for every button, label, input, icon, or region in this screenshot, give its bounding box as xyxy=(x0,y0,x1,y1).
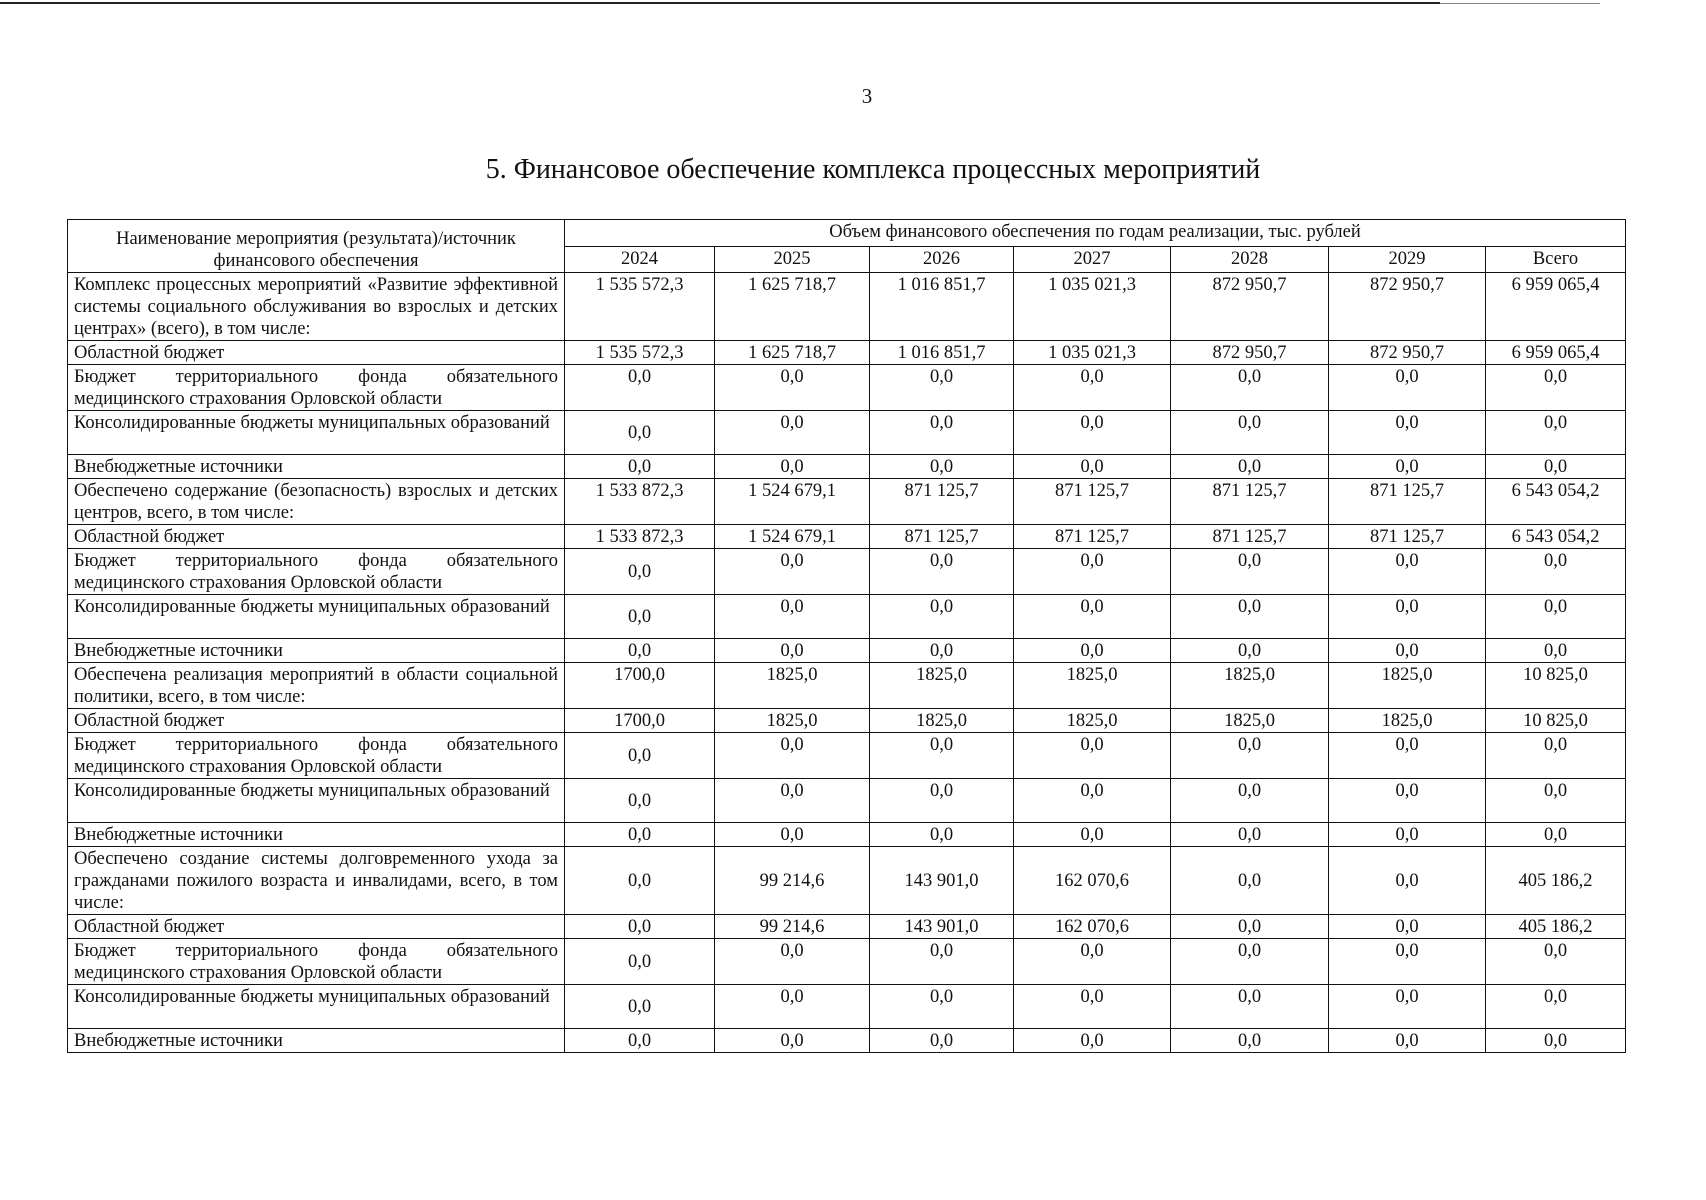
row-total-value: 0,0 xyxy=(1486,779,1626,823)
table-body xyxy=(68,273,1626,1053)
row-year-value: 0,0 xyxy=(565,847,715,915)
row-year-value: 0,0 xyxy=(1014,549,1171,595)
row-year-value: 0,0 xyxy=(1014,733,1171,779)
row-total-value: 0,0 xyxy=(1486,595,1626,639)
table-row xyxy=(68,663,1626,709)
row-year-value: 872 950,7 xyxy=(1329,341,1486,365)
row-year-value: 0,0 xyxy=(565,779,715,823)
row-year-value: 0,0 xyxy=(1171,779,1329,823)
row-total-value: 405 186,2 xyxy=(1486,847,1626,915)
row-total-value: 6 543 054,2 xyxy=(1486,479,1626,525)
row-year-value: 1 035 021,3 xyxy=(1014,341,1171,365)
row-year-value: 0,0 xyxy=(1014,411,1171,455)
row-total-value: 6 543 054,2 xyxy=(1486,525,1626,549)
row-year-value: 872 950,7 xyxy=(1171,273,1329,341)
row-year-value: 0,0 xyxy=(1329,639,1486,663)
row-year-value: 0,0 xyxy=(1171,915,1329,939)
table-row xyxy=(68,709,1626,733)
row-year-value: 0,0 xyxy=(870,985,1014,1029)
row-year-value: 0,0 xyxy=(1329,847,1486,915)
row-year-value: 872 950,7 xyxy=(1171,341,1329,365)
table-row xyxy=(68,733,1626,779)
row-year-value: 0,0 xyxy=(715,595,870,639)
row-total-value: 0,0 xyxy=(1486,939,1626,985)
row-year-value: 1825,0 xyxy=(715,709,870,733)
header-name-column: Наименование мероприятия (результата)/источник финансового обеспечения xyxy=(68,220,565,273)
header-year-2025: 2025 xyxy=(715,246,870,273)
row-year-value: 0,0 xyxy=(565,549,715,595)
row-year-value: 0,0 xyxy=(565,365,715,411)
row-year-value: 99 214,6 xyxy=(715,847,870,915)
table-row xyxy=(68,1029,1626,1053)
row-year-value: 0,0 xyxy=(1329,915,1486,939)
row-year-value: 0,0 xyxy=(870,733,1014,779)
row-year-value: 0,0 xyxy=(1014,779,1171,823)
row-year-value: 1825,0 xyxy=(870,663,1014,709)
row-year-value: 162 070,6 xyxy=(1014,915,1171,939)
table-row xyxy=(68,595,1626,639)
table-row xyxy=(68,915,1626,939)
row-label: Областной бюджет xyxy=(68,525,565,549)
row-year-value: 0,0 xyxy=(1329,779,1486,823)
row-year-value: 1825,0 xyxy=(1329,709,1486,733)
row-total-value: 6 959 065,4 xyxy=(1486,341,1626,365)
row-year-value: 0,0 xyxy=(1014,939,1171,985)
row-year-value: 0,0 xyxy=(715,733,870,779)
row-year-value: 0,0 xyxy=(715,639,870,663)
row-total-value: 10 825,0 xyxy=(1486,709,1626,733)
row-year-value: 0,0 xyxy=(870,639,1014,663)
row-total-value: 0,0 xyxy=(1486,365,1626,411)
row-total-value: 0,0 xyxy=(1486,1029,1626,1053)
row-year-value: 0,0 xyxy=(715,985,870,1029)
row-year-value: 1 535 572,3 xyxy=(565,341,715,365)
row-label: Консолидированные бюджеты муниципальных образований xyxy=(68,595,565,639)
row-year-value: 872 950,7 xyxy=(1329,273,1486,341)
header-year-2028: 2028 xyxy=(1171,246,1329,273)
row-year-value: 0,0 xyxy=(1014,639,1171,663)
row-year-value: 0,0 xyxy=(1329,733,1486,779)
row-year-value: 0,0 xyxy=(715,455,870,479)
row-year-value: 0,0 xyxy=(1171,549,1329,595)
row-year-value: 0,0 xyxy=(1329,939,1486,985)
row-year-value: 871 125,7 xyxy=(870,479,1014,525)
row-year-value: 0,0 xyxy=(565,1029,715,1053)
row-label: Консолидированные бюджеты муниципальных образований xyxy=(68,411,565,455)
table-row xyxy=(68,411,1626,455)
header-year-2027: 2027 xyxy=(1014,246,1171,273)
row-year-value: 0,0 xyxy=(1171,939,1329,985)
row-year-value: 0,0 xyxy=(715,365,870,411)
header-year-2026: 2026 xyxy=(870,246,1014,273)
row-year-value: 1 625 718,7 xyxy=(715,341,870,365)
row-year-value: 1 625 718,7 xyxy=(715,273,870,341)
row-year-value: 0,0 xyxy=(1014,365,1171,411)
row-label: Внебюджетные источники xyxy=(68,1029,565,1053)
row-label: Внебюджетные источники xyxy=(68,455,565,479)
row-year-value: 143 901,0 xyxy=(870,915,1014,939)
row-year-value: 1 533 872,3 xyxy=(565,525,715,549)
table-row xyxy=(68,639,1626,663)
row-year-value: 0,0 xyxy=(1171,847,1329,915)
table-row xyxy=(68,479,1626,525)
row-year-value: 0,0 xyxy=(1014,823,1171,847)
header-year-2024: 2024 xyxy=(565,246,715,273)
row-total-value: 0,0 xyxy=(1486,549,1626,595)
row-year-value: 871 125,7 xyxy=(1171,479,1329,525)
row-year-value: 1825,0 xyxy=(1171,709,1329,733)
row-year-value: 0,0 xyxy=(715,1029,870,1053)
row-total-value: 0,0 xyxy=(1486,455,1626,479)
row-year-value: 0,0 xyxy=(715,549,870,595)
row-label: Бюджет территориального фонда обязательного медицинского страхования Орловской области xyxy=(68,939,565,985)
row-year-value: 0,0 xyxy=(1329,1029,1486,1053)
row-year-value: 0,0 xyxy=(1171,595,1329,639)
row-year-value: 0,0 xyxy=(1329,549,1486,595)
row-year-value: 0,0 xyxy=(715,823,870,847)
table-row xyxy=(68,823,1626,847)
page-title: 5. Финансовое обеспечение комплекса процессных мероприятий xyxy=(485,154,1261,185)
row-year-value: 0,0 xyxy=(715,411,870,455)
row-label: Областной бюджет xyxy=(68,915,565,939)
row-year-value: 0,0 xyxy=(565,985,715,1029)
row-year-value: 0,0 xyxy=(565,915,715,939)
row-year-value: 0,0 xyxy=(1171,1029,1329,1053)
row-year-value: 0,0 xyxy=(715,779,870,823)
row-year-value: 1 524 679,1 xyxy=(715,525,870,549)
page-number: 3 xyxy=(861,84,873,108)
row-year-value: 0,0 xyxy=(870,1029,1014,1053)
row-label: Бюджет территориального фонда обязательного медицинского страхования Орловской области xyxy=(68,365,565,411)
table-row xyxy=(68,549,1626,595)
row-label: Внебюджетные источники xyxy=(68,639,565,663)
row-year-value: 0,0 xyxy=(1171,639,1329,663)
top-border-line-tail xyxy=(1440,3,1600,4)
row-year-value: 0,0 xyxy=(1171,733,1329,779)
row-year-value: 1 016 851,7 xyxy=(870,273,1014,341)
row-year-value: 0,0 xyxy=(1014,985,1171,1029)
row-year-value: 871 125,7 xyxy=(1014,525,1171,549)
row-label: Обеспечено содержание (безопасность) взрослых и детских центров, всего, в том числе: xyxy=(68,479,565,525)
table-row xyxy=(68,779,1626,823)
row-year-value: 0,0 xyxy=(870,549,1014,595)
row-year-value: 1 535 572,3 xyxy=(565,273,715,341)
row-year-value: 1 035 021,3 xyxy=(1014,273,1171,341)
table-row xyxy=(68,939,1626,985)
row-total-value: 0,0 xyxy=(1486,639,1626,663)
row-year-value: 0,0 xyxy=(1171,365,1329,411)
row-year-value: 0,0 xyxy=(870,455,1014,479)
financing-table xyxy=(67,219,1626,1053)
row-label: Бюджет территориального фонда обязательного медицинского страхования Орловской области xyxy=(68,733,565,779)
row-label: Внебюджетные источники xyxy=(68,823,565,847)
table-row xyxy=(68,985,1626,1029)
row-label: Консолидированные бюджеты муниципальных образований xyxy=(68,985,565,1029)
table-row xyxy=(68,525,1626,549)
row-year-value: 0,0 xyxy=(1329,985,1486,1029)
row-year-value: 1825,0 xyxy=(1014,663,1171,709)
table-row xyxy=(68,341,1626,365)
row-year-value: 1825,0 xyxy=(1014,709,1171,733)
row-total-value: 6 959 065,4 xyxy=(1486,273,1626,341)
row-year-value: 0,0 xyxy=(870,939,1014,985)
row-label: Обеспечено создание системы долговременного ухода за гражданами пожилого возраста и инвалидами, всего, в том числе: xyxy=(68,847,565,915)
row-year-value: 0,0 xyxy=(1329,365,1486,411)
table-row xyxy=(68,847,1626,915)
row-total-value: 10 825,0 xyxy=(1486,663,1626,709)
row-label: Обеспечена реализация мероприятий в области социальной политики, всего, в том числе: xyxy=(68,663,565,709)
row-year-value: 0,0 xyxy=(1014,595,1171,639)
row-year-value: 1700,0 xyxy=(565,663,715,709)
row-year-value: 0,0 xyxy=(870,823,1014,847)
row-year-value: 0,0 xyxy=(1329,455,1486,479)
row-year-value: 0,0 xyxy=(565,411,715,455)
row-label: Бюджет территориального фонда обязательного медицинского страхования Орловской области xyxy=(68,549,565,595)
row-year-value: 0,0 xyxy=(565,639,715,663)
row-year-value: 1 524 679,1 xyxy=(715,479,870,525)
row-year-value: 0,0 xyxy=(1171,985,1329,1029)
row-year-value: 0,0 xyxy=(565,823,715,847)
table-header-row xyxy=(68,220,1626,247)
row-label: Областной бюджет xyxy=(68,341,565,365)
row-year-value: 871 125,7 xyxy=(1329,525,1486,549)
row-year-value: 162 070,6 xyxy=(1014,847,1171,915)
top-border-line xyxy=(0,2,1440,4)
row-year-value: 0,0 xyxy=(565,455,715,479)
row-label: Комплекс процессных мероприятий «Развитие эффективной системы социального обслуживания во взрослых и детских центрах» (всего), в том числе: xyxy=(68,273,565,341)
row-year-value: 0,0 xyxy=(870,411,1014,455)
header-total: Всего xyxy=(1486,246,1626,273)
row-total-value: 0,0 xyxy=(1486,733,1626,779)
row-year-value: 0,0 xyxy=(870,779,1014,823)
row-year-value: 1825,0 xyxy=(1329,663,1486,709)
row-year-value: 0,0 xyxy=(1171,411,1329,455)
row-year-value: 871 125,7 xyxy=(1014,479,1171,525)
row-year-value: 1 016 851,7 xyxy=(870,341,1014,365)
row-total-value: 0,0 xyxy=(1486,411,1626,455)
row-total-value: 0,0 xyxy=(1486,985,1626,1029)
row-total-value: 405 186,2 xyxy=(1486,915,1626,939)
row-year-value: 0,0 xyxy=(870,365,1014,411)
row-year-value: 143 901,0 xyxy=(870,847,1014,915)
row-year-value: 1825,0 xyxy=(715,663,870,709)
row-year-value: 0,0 xyxy=(870,595,1014,639)
row-year-value: 1 533 872,3 xyxy=(565,479,715,525)
row-year-value: 1825,0 xyxy=(1171,663,1329,709)
row-year-value: 0,0 xyxy=(1014,1029,1171,1053)
row-label: Консолидированные бюджеты муниципальных образований xyxy=(68,779,565,823)
row-year-value: 1825,0 xyxy=(870,709,1014,733)
row-year-value: 0,0 xyxy=(565,733,715,779)
row-year-value: 0,0 xyxy=(565,595,715,639)
row-year-value: 99 214,6 xyxy=(715,915,870,939)
row-year-value: 0,0 xyxy=(1329,411,1486,455)
row-year-value: 871 125,7 xyxy=(870,525,1014,549)
row-year-value: 871 125,7 xyxy=(1329,479,1486,525)
header-volume-column: Объем финансового обеспечения по годам реализации, тыс. рублей xyxy=(565,220,1626,247)
row-year-value: 0,0 xyxy=(1014,455,1171,479)
row-year-value: 0,0 xyxy=(565,939,715,985)
row-year-value: 0,0 xyxy=(1329,823,1486,847)
row-year-value: 0,0 xyxy=(715,939,870,985)
row-label: Областной бюджет xyxy=(68,709,565,733)
row-year-value: 0,0 xyxy=(1329,595,1486,639)
table-row xyxy=(68,455,1626,479)
table-row xyxy=(68,365,1626,411)
row-year-value: 871 125,7 xyxy=(1171,525,1329,549)
row-year-value: 1700,0 xyxy=(565,709,715,733)
header-year-2029: 2029 xyxy=(1329,246,1486,273)
table-row xyxy=(68,273,1626,341)
row-year-value: 0,0 xyxy=(1171,455,1329,479)
row-total-value: 0,0 xyxy=(1486,823,1626,847)
row-year-value: 0,0 xyxy=(1171,823,1329,847)
